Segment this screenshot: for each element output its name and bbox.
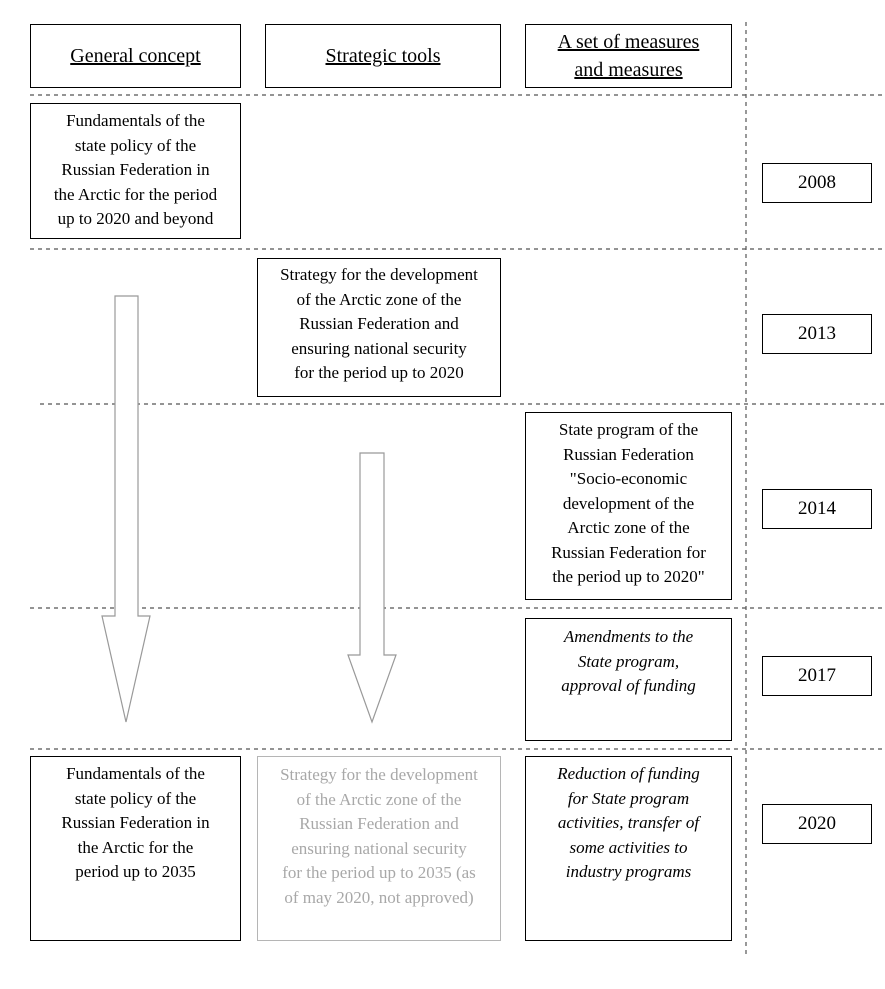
box-line: activities, transfer of	[557, 813, 700, 832]
box-line: Russian Federation and	[299, 314, 459, 333]
box-line: of the Arctic zone of the	[296, 789, 462, 809]
box-line: period up to 2035	[75, 862, 196, 881]
box-line: Strategy for the development	[280, 765, 478, 784]
box-line: Fundamentals of the	[66, 764, 205, 783]
box-fundamentals-2035	[30, 756, 241, 941]
box-line: development of the	[562, 493, 695, 513]
box-line: ensuring national security	[291, 338, 467, 358]
box-line: of the Arctic zone of the	[296, 289, 462, 309]
box-line: Amendments to the	[563, 627, 694, 646]
box-strategy-2035	[257, 756, 501, 941]
box-line: the Arctic for the	[77, 837, 194, 857]
year-label-2013: 2013	[762, 314, 872, 354]
box-line: for the period up to 2020	[294, 363, 464, 382]
box-line: approval of funding	[561, 676, 696, 695]
year-label-2017: 2017	[762, 656, 872, 696]
year-label-2014: 2014	[762, 489, 872, 529]
header-general-concept	[30, 24, 241, 88]
box-line: industry programs	[565, 862, 692, 881]
box-line: Russian Federation in	[61, 160, 210, 179]
box-line: Reduction of funding	[557, 764, 700, 783]
header-measures-line-2: and measures	[574, 59, 683, 81]
box-line: Arctic zone of the	[567, 518, 690, 537]
box-line: state policy of the	[74, 135, 197, 155]
box-line: Russian Federation in	[61, 813, 210, 832]
arrow-strategic-tools	[348, 453, 396, 722]
box-strategy-2020	[257, 258, 501, 397]
box-line: "Socio-economic	[569, 469, 688, 488]
year-label-2020: 2020	[762, 804, 872, 844]
box-line: of may 2020, not approved)	[284, 887, 474, 907]
box-line: up to 2020 and beyond	[57, 209, 214, 228]
header-measures	[525, 24, 732, 88]
box-line: Fundamentals of the	[66, 111, 205, 130]
box-line: State program,	[577, 651, 680, 671]
box-line: for the period up to 2035 (as	[282, 863, 476, 882]
box-line: Russian Federation and	[299, 814, 459, 833]
box-state-program	[525, 412, 732, 600]
box-fundamentals-2020	[30, 103, 241, 239]
box-amendments	[525, 618, 732, 741]
box-line: some activities to	[569, 837, 688, 857]
arrow-general-concept	[102, 296, 150, 722]
header-measures-line-1: A set of measures	[557, 31, 700, 53]
year-label-2008: 2008	[762, 163, 872, 203]
box-funding-reduction	[525, 756, 732, 941]
box-line: State program of the	[558, 420, 699, 439]
box-line: the Arctic for the period	[53, 184, 218, 204]
box-line: for State program	[567, 788, 690, 808]
header-general-concept-label: General concept	[70, 45, 201, 67]
box-line: the period up to 2020"	[552, 567, 705, 586]
box-line: state policy of the	[74, 788, 197, 808]
box-line: Russian Federation for	[551, 542, 706, 562]
box-line: Strategy for the development	[280, 265, 478, 284]
header-strategic-tools-label: Strategic tools	[325, 45, 441, 67]
header-strategic-tools	[265, 24, 501, 88]
box-line: ensuring national security	[291, 838, 467, 858]
box-line: Russian Federation	[563, 444, 694, 464]
